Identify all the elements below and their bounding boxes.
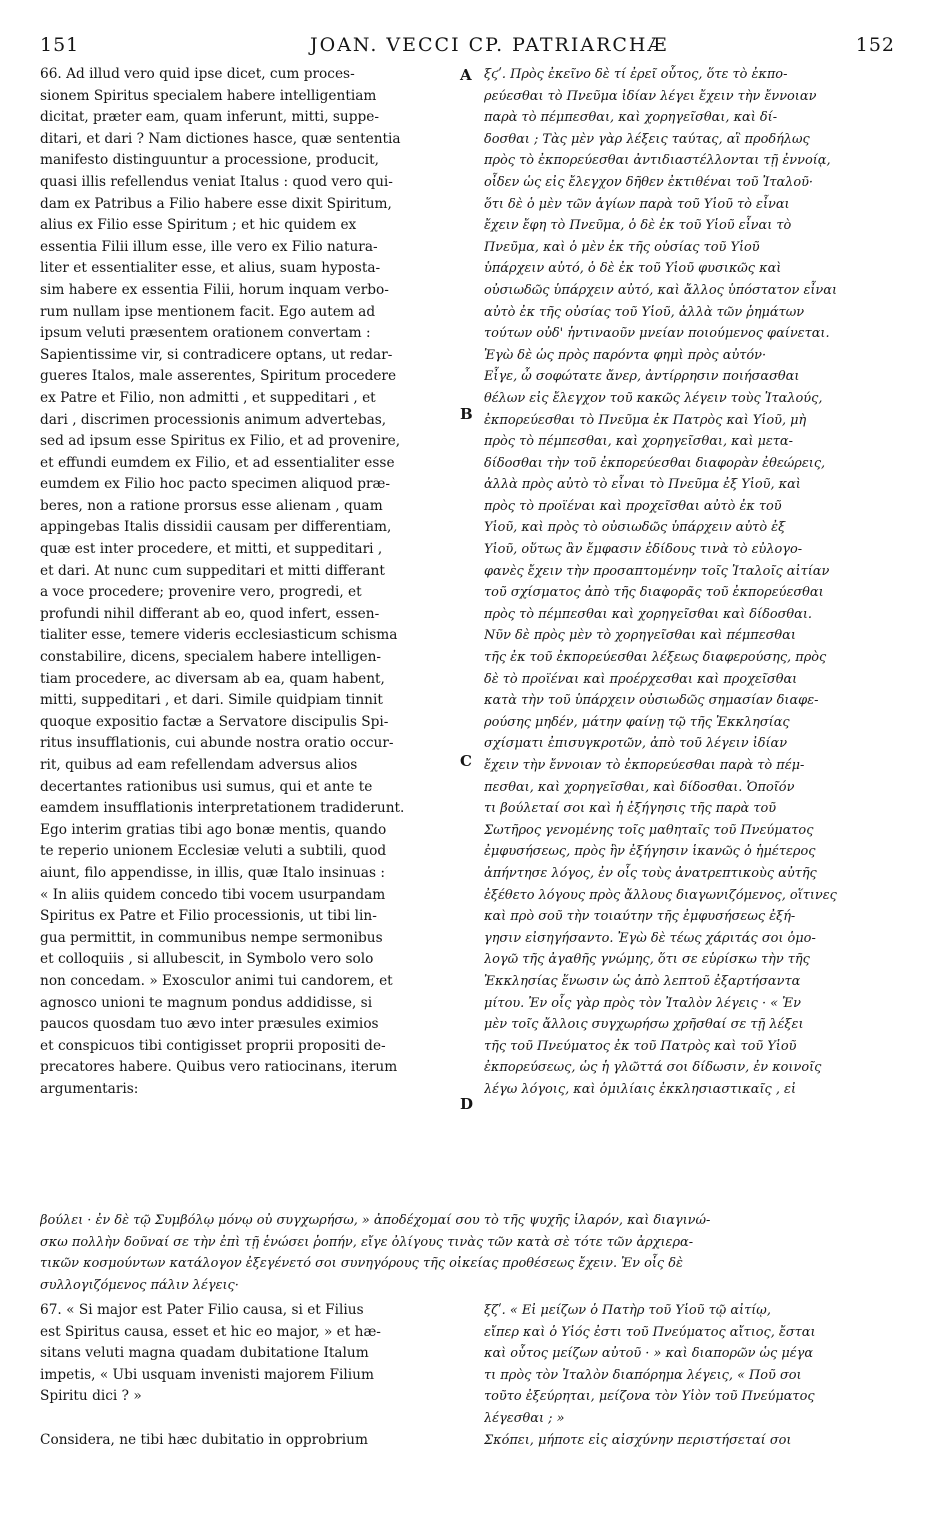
greek-text-line: πεσθαι, καὶ χορηγεῖσθαι, καὶ δίδοσθαι. Ὁποῖόν <box>484 779 795 795</box>
greek-text-line: ἀλλὰ πρὸς αὐτὸ τὸ εἶναι τὸ Πνεῦμα ἐξ Υἱοῦ, καὶ <box>484 477 801 493</box>
greek-text-line: ξζʹ. « Εἰ μείζων ὁ Πατὴρ τοῦ Υἱοῦ τῷ αἰτίῳ, <box>484 1303 771 1318</box>
greek-text-line: ρούσης μηδέν, μάτην φαίνῃ τῷ τῆς Ἐκκλησίας <box>484 714 790 730</box>
greek-text-line: τι βούλεταί σοι καὶ ἡ ἐξήγησις τῆς παρὰ τοῦ <box>484 801 777 817</box>
greek-text-line: λογῶ τῆς ἀγαθῆς γνώμης, ὅτι σε εὑρίσκω τὴν τῆς <box>484 952 810 968</box>
latin-text-line: ritus insufflationis, cui abunde nostra oratio occur- <box>40 735 394 752</box>
greek-text-line: τοῦτο ἐξεύρηται, μείζονα τὸν Υἱὸν τοῦ Πνεύματος <box>484 1389 815 1405</box>
greek-text-line: τικῶν κοσμούντων κατάλογον ἐξεγένετό σοι συνηγόρους τῆς οἰκείας προθέσεως ἔχειν. Ἐν οἷς δὲ <box>40 1256 683 1272</box>
latin-text-line: a voce procedere; provenire vero, progredi, et <box>40 584 362 601</box>
latin-text-line: manifesto distinguuntur a processione, producit, <box>40 152 380 169</box>
greek-text-line: Πνεῦμα, καὶ ὁ μὲν ἐκ τῆς οὐσίας τοῦ Υἱοῦ <box>484 239 760 255</box>
latin-text-line: argumentaris: <box>40 1080 139 1097</box>
latin-text-line: non concedam. » Exosculor animi tui candorem, et <box>40 972 393 989</box>
latin-text-line: profundi nihil differant ab eo, quod infert, essen- <box>40 605 380 622</box>
greek-text-line: δίδοσθαι τὴν τοῦ ἐκπορεύεσθαι διαφορὰν ἐθεώρεις, <box>484 455 826 471</box>
greek-text-line: Υἱοῦ, καὶ πρὸς τὸ οὐσιωδῶς ὑπάρχειν αὐτὸ ἐξ <box>484 520 786 536</box>
latin-text-line: Spiritus ex Patre et Filio processionis, ut tibi lin- <box>40 908 377 925</box>
greek-text-line: Νῦν δὲ πρὸς μὲν τὸ χορηγεῖσθαι καὶ πέμπεσθαι <box>484 628 796 644</box>
latin-text-line: quasi illis refellendus veniat Italus : quod vero qui- <box>40 173 393 190</box>
latin-text-line: et dari. At nunc cum suppeditari et mitti differant <box>40 562 385 579</box>
greek-text-line: Ἐγὼ δὲ ὡς πρὸς παρόντα φημὶ πρὸς αὐτόν· <box>484 347 767 363</box>
greek-text-line: κατὰ τὴν τοῦ ὑπάρχειν οὐσιωδῶς σημασίαν διαφε- <box>484 693 819 709</box>
greek-text-line: ἔχειν ἔφη τὸ Πνεῦμα, ὁ δὲ ἐκ τοῦ Υἱοῦ εἶναι τὸ <box>484 218 792 234</box>
greek-text-line: οὐσιωδῶς ὑπάρχειν αὐτό, καὶ ἄλλος ὑπόστατον εἶναι <box>484 282 838 298</box>
latin-text-line: et colloquiis , si allubescit, in Symbolo vero solo <box>40 951 374 968</box>
greek-text-line: πρὸς τὸ πέμπεσθαι καὶ χορηγεῖσθαι καὶ δίδοσθαι. <box>484 606 813 622</box>
latin-text-line: alius ex Filio esse Spiritum ; et hic quidem ex <box>40 217 357 234</box>
latin-text-line: Sapientissime vir, si contradicere optans, ut redar- <box>40 346 393 363</box>
greek-text-line: πρὸς τὸ προϊέναι καὶ προχεῖσθαι αὐτὸ ἐκ τοῦ <box>484 498 782 514</box>
latin-text-line: gueres Italos, male asserentes, Spiritum procedere <box>40 368 397 385</box>
latin-text-line: dam ex Patribus a Filio habere esse dixit Spiritum, <box>40 195 392 212</box>
latin-text-line: constabilire, dicens, specialem habere intelligen- <box>40 649 382 666</box>
latin-text-line: sionem Spiritus specialem habere intelligentiam <box>40 87 377 104</box>
latin-text-line: decertantes rationibus usi sumus, qui et ante te <box>40 778 373 795</box>
latin-column <box>40 64 458 1101</box>
greek-text-line: ρεύεσθαι τὸ Πνεῦμα ἰδίαν λέγει ἔχειν τὴν ἔννοιαν <box>484 88 817 104</box>
latin-text-line: eamdem insufflationis interpretationem tradiderunt. <box>40 800 405 817</box>
greek-text-line: θέλων εἰς ἔλεγχον τοῦ κακῶς λέγειν τοὺς Ἰταλούς, <box>484 390 823 406</box>
latin-text-line: dicitat, præter eam, quam inferunt, mitti, suppe- <box>40 109 379 126</box>
latin-column-section-67 <box>40 1300 458 1451</box>
greek-text-line: πρὸς τὸ ἐκπορεύεσθαι ἀντιδιαστέλλονται τῇ ἐννοίᾳ, <box>484 153 831 169</box>
latin-text-line: appingebas Italis dissidii causam per differentiam, <box>40 519 392 536</box>
margin-marker-d: D <box>460 1095 474 1113</box>
latin-text-line: eumdem ex Filio hoc pacto specimen aliquod præ- <box>40 476 391 493</box>
latin-text-line: et effundi eumdem ex Filio, et ad essentialiter esse <box>40 454 395 471</box>
latin-text-line: tiam procedere, ac diversam ab ea, quam habent, <box>40 670 385 687</box>
running-header <box>40 34 895 60</box>
latin-text-line: 67. « Si major est Pater Filio causa, si et Filius <box>40 1302 364 1318</box>
right-page-number: 152 <box>855 34 895 56</box>
greek-text-line: τούτων οὐδ' ἡντιναοῦν μνείαν ποιούμενος φαίνεται. <box>484 326 830 342</box>
latin-text-line: et conspicuos tibi contigisset proprii propositi de- <box>40 1037 386 1054</box>
greek-text-line: μὲν τοῖς ἄλλοις συγχωρήσω χρῆσθαί σε τῇ λέξει <box>484 1017 804 1033</box>
greek-text-line: τῆς ἐκ τοῦ ἐκπορεύεσθαι λέξεως διαφερούσης, πρὸς <box>484 650 827 666</box>
greek-text-line: τῆς τοῦ Πνεύματος ἐκ τοῦ Πατρὸς καὶ τοῦ Υἱοῦ <box>484 1038 797 1054</box>
greek-text-line: συλλογιζόμενος πάλιν λέγεις· <box>40 1277 239 1293</box>
full-width-greek-passage <box>40 1210 900 1296</box>
greek-text-line: καὶ πρὸ σοῦ τὴν τοιαύτην τῆς ἐμφυσήσεως ἐξή- <box>484 909 796 925</box>
latin-text-line: ditari, et dari ? Nam dictiones hasce, quæ sententia <box>40 130 401 147</box>
greek-text-line: δοσθαι ; Τὰς μὲν γὰρ λέξεις ταύτας, αἳ προδήλως <box>484 131 810 147</box>
left-page-number: 151 <box>40 34 80 56</box>
latin-text-line: gua permittit, in communibus nempe sermonibus <box>40 929 383 946</box>
greek-text-line: Εἶγε, ὦ σοφώτατε ἄνερ, ἀντίρρησιν ποιήσασθαι <box>484 369 800 385</box>
margin-marker-b: B <box>460 405 473 423</box>
latin-text-line: mitti, suppeditari , et dari. Simile quidpiam tinnit <box>40 692 383 709</box>
latin-text-line: ex Patre et Filio, non admitti , et suppeditari , et <box>40 389 376 406</box>
latin-text-line: liter et essentialiter esse, et alius, suam hyposta- <box>40 260 381 277</box>
latin-text-line: sim habere ex essentia Filii, horum inquam verbo- <box>40 281 389 298</box>
latin-text-line: rit, quibus ad eam refellendam adversus alios <box>40 757 358 773</box>
greek-text-line: ἔχειν τὴν ἔννοιαν τὸ ἐκπορεύεσθαι παρὰ τὸ πέμ- <box>484 758 805 773</box>
latin-text-line: sitans veluti magna quadam dubitatione Italum <box>40 1345 369 1362</box>
latin-text-line: te reperio unionem Ecclesiæ veluti a subtili, quod <box>40 843 387 860</box>
greek-text-line: φανὲς ἔχειν τὴν προσαπτομένην τοῖς Ἰταλοῖς αἰτίαν <box>484 563 830 579</box>
latin-text-line: agnosco unioni te magnum pondus addidisse, si <box>40 994 373 1011</box>
greek-text-line: ὅτι δὲ ὁ μὲν τῶν ἁγίων παρὰ τοῦ Υἱοῦ τὸ εἶναι <box>484 196 790 212</box>
greek-text-line: Ἐκκλησίας ἕνωσιν ὡς ἀπὸ λεπτοῦ ἐξαρτήσαντα <box>484 973 801 989</box>
greek-column-section-67 <box>484 1300 898 1451</box>
greek-text-line: γησιν εἰσηγήσαντο. Ἐγὼ δὲ τέως χάριτάς σοι ὁμο- <box>484 930 816 946</box>
greek-text-line: λέγεσθαι ; » <box>484 1410 565 1426</box>
greek-text-line: λέγω λόγοις, καὶ ὁμιλίαις ἐκκλησιαστικαῖς , εἰ <box>484 1081 797 1097</box>
latin-text-line: Considera, ne tibi hæc dubitatio in opprobrium <box>40 1431 368 1448</box>
greek-text-line: σχίσματι ἐπισυγκροτῶν, ἀπὸ τοῦ λέγειν ἰδίαν <box>484 736 788 752</box>
greek-text-line: σκω πολλὴν δοῦναί σε τὴν ἐπὶ τῇ ἑνώσει ῥοπήν, εἴγε ὀλίγους τινὰς τῶν κατὰ σὲ τότε τῶν ἀρχιερα- <box>40 1234 694 1250</box>
greek-text-line: εἴπερ καὶ ὁ Υἱός ἐστι τοῦ Πνεύματος αἴτιος, ἔσται <box>484 1324 816 1340</box>
margin-marker-c: C <box>460 752 472 770</box>
latin-text-line: aiunt, filo appendisse, in illis, quæ Italo insinuas : <box>40 864 386 881</box>
latin-text-line: 66. Ad illud vero quid ipse dicet, cum proces- <box>40 66 355 82</box>
greek-text-line: Σκόπει, μήποτε εἰς αἰσχύνην περιστήσεταί σοι <box>484 1432 792 1448</box>
latin-text-line: Ego interim gratias tibi ago bonæ mentis, quando <box>40 821 387 838</box>
greek-text-line: ἐκπορεύεσθαι τὸ Πνεῦμα ἐκ Πατρὸς καὶ Υἱοῦ, μὴ <box>484 412 807 428</box>
latin-text-line: Spiritu dici ? » <box>40 1388 142 1405</box>
latin-text-line: beres, non a ratione prorsus esse alienam , quam <box>40 497 383 514</box>
greek-text-line: ἀπήντησε λόγος, ἐν οἷς τοὺς ἀνατρεπτικοὺς αὐτῆς <box>484 865 817 881</box>
latin-text-line: impetis, « Ubi usquam invenisti majorem Filium <box>40 1366 374 1383</box>
margin-marker-a: A <box>460 66 472 84</box>
latin-text-line: sed ad ipsum esse Spiritus ex Filio, et ad provenire, <box>40 433 401 450</box>
greek-text-line: ἐκπορεύσεως, ὡς ἡ γλῶττά σοι δίδωσιν, ἐν κοινοῖς <box>484 1060 822 1076</box>
greek-text-line: καὶ οὗτος μείζων αὐτοῦ · » καὶ διαπορῶν ὡς μέγα <box>484 1346 814 1362</box>
greek-column <box>484 64 898 1101</box>
latin-text-line: quæ est inter procedere, et mitti, et suppeditari , <box>40 541 383 558</box>
latin-text-line: tialiter esse, temere videris ecclesiasticum schisma <box>40 627 398 644</box>
greek-text-line: ἐξέθετο λόγους πρὸς ἄλλους διαγωνιζόμενος, οἵτινες <box>484 887 837 903</box>
greek-text-line: μίτου. Ἐν οἷς γὰρ πρὸς τὸν Ἰταλὸν λέγεις · « Ἐν <box>484 995 801 1011</box>
latin-text-line: precatores habere. Quibus vero ratiocinans, iterum <box>40 1059 398 1076</box>
greek-text-line: ξϛʹ. Πρὸς ἐκεῖνο δὲ τί ἐρεῖ οὗτος, ὅτε τὸ ἐκπο- <box>484 67 788 82</box>
latin-text-line: est Spiritus causa, esset et hic eo major, » et hæ- <box>40 1323 381 1340</box>
greek-text-line: ὑπάρχειν αὐτό, ὁ δὲ ἐκ τοῦ Υἱοῦ φυσικῶς καὶ <box>484 261 782 277</box>
greek-text-line: Υἱοῦ, οὕτως ἂν ἔμφασιν ἐδίδους τινὰ τὸ εὐλογο- <box>484 542 803 558</box>
latin-text-line: ipsum veluti præsentem orationem convertam : <box>40 325 371 342</box>
running-title: JOAN. VECCI CP. PATRIARCHÆ <box>310 34 669 56</box>
latin-text-line: quoque expositio factæ a Servatore discipulis Spi- <box>40 713 389 730</box>
greek-text-line: παρὰ τὸ πέμπεσθαι, καὶ χορηγεῖσθαι, καὶ δί- <box>484 110 778 126</box>
greek-text-line: αὐτὸ ἐκ τῆς οὐσίας τοῦ Υἱοῦ, ἀλλὰ τῶν ῥημάτων <box>484 304 805 320</box>
latin-text-line: dari , discrimen processionis animum advertebas, <box>40 411 387 428</box>
latin-text-line: rum nullam ipse mentionem facit. Ego autem ad <box>40 303 376 320</box>
greek-text-line: τοῦ σχίσματος ἀπὸ τῆς διαφορᾶς τοῦ ἐκπορεύεσθαι <box>484 585 824 601</box>
latin-text-line: « In aliis quidem concedo tibi vocem usurpandam <box>40 886 386 903</box>
greek-text-line: ἐμφυσήσεως, πρὸς ἣν ἐξήγησιν ἱκανῶς ὁ ἡμέτερος <box>484 844 816 860</box>
greek-text-line: δὲ τὸ προϊέναι καὶ προέρχεσθαι καὶ προχεῖσθαι <box>484 671 798 687</box>
greek-text-line: βούλει · ἐν δὲ τῷ Συμβόλῳ μόνῳ οὐ συγχωρήσω, » ἀποδέχομαί σου τὸ τῆς ψυχῆς ἱλαρόν, καὶ διαγινώ- <box>40 1213 711 1228</box>
greek-text-line: Σωτῆρος γενομένης τοῖς μαθηταῖς τοῦ Πνεύματος <box>484 822 814 838</box>
latin-text-line: paucos quosdam tuo ævo inter præsules eximios <box>40 1016 379 1033</box>
latin-text-line <box>40 1408 458 1430</box>
greek-text-line: οἶδεν ὡς εἰς ἔλεγχον δῆθεν ἐκτιθέναι τοῦ Ἰταλοῦ· <box>484 174 814 190</box>
latin-text-line: essentia Filii illum esse, ille vero ex Filio natura- <box>40 238 378 255</box>
greek-text-line: τι πρὸς τὸν Ἰταλὸν διαπόρημα λέγεις, « Ποῦ σοι <box>484 1367 802 1383</box>
greek-text-line: πρὸς τὸ πέμπεσθαι, καὶ χορηγεῖσθαι, καὶ μετα- <box>484 434 793 450</box>
